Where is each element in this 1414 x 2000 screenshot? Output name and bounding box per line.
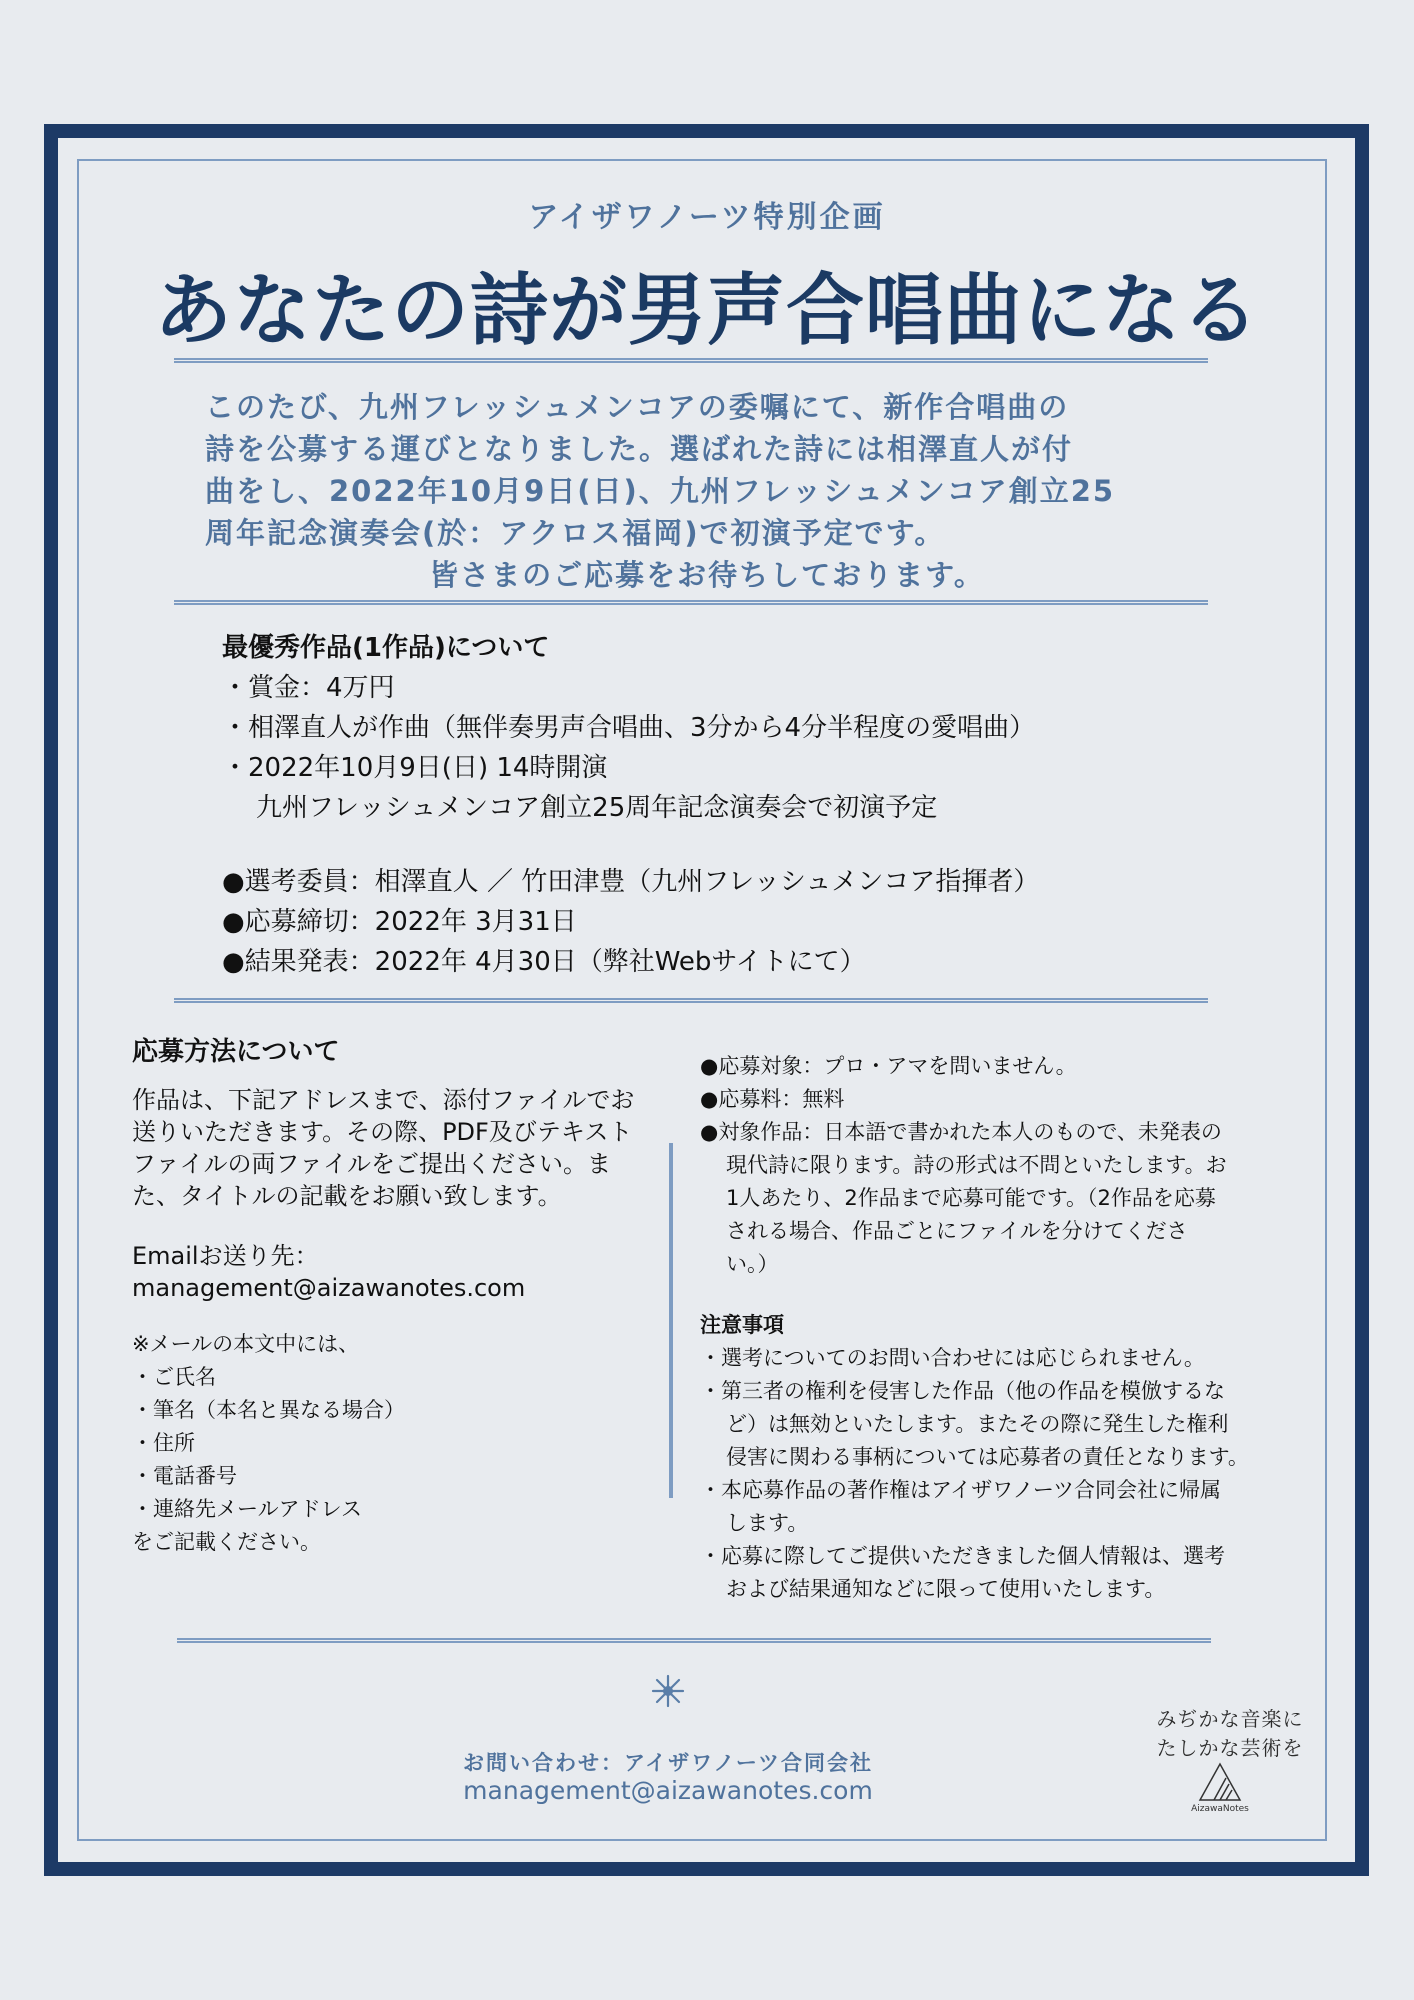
aizawanotes-logo-icon: [1190, 1760, 1250, 1828]
prize-heading: 最優秀作品(1作品)について: [222, 633, 550, 663]
note-line: ・第三者の権利を侵害した作品（他の作品を模倣するな: [700, 1379, 1225, 1403]
condition-target: ●応募対象：プロ・アマを問いません。: [700, 1054, 1077, 1078]
prize-detail: ●結果発表：2022年 4月30日（弊社Webサイトにて）: [222, 947, 866, 977]
condition-works-line: い。）: [726, 1252, 779, 1276]
email-label: Emailお送り先：: [132, 1242, 319, 1270]
prize-item: ・相澤直人が作曲（無伴奏男声合唱曲、3分から4分半程度の愛唱曲）: [222, 713, 1036, 743]
note-line: ・選考についてのお問い合わせには応じられません。: [700, 1346, 1205, 1370]
tagline-line: みぢかな音楽に: [1156, 1707, 1304, 1731]
note-item: ・電話番号: [132, 1464, 237, 1488]
intro-line: 曲をし、2022年10月9日(日)、九州フレッシュメンコア創立25: [205, 474, 1116, 508]
divider-bottom: [177, 1638, 1211, 1643]
divider-top: [174, 358, 1208, 363]
note-item: ・ご氏名: [132, 1365, 216, 1389]
tagline: [1130, 1705, 1330, 1763]
note-line: ・応募に際してご提供いただきました個人情報は、選考: [700, 1544, 1225, 1568]
intro-text: [205, 386, 1209, 596]
intro-line: 皆さまのご応募をお待ちしております。: [429, 558, 985, 592]
note-line: および結果通知などに限って使用いたします。: [726, 1577, 1166, 1601]
prize-detail: ●選考委員：相澤直人 ／ 竹田津豊（九州フレッシュメンコア指揮者）: [222, 867, 1040, 897]
note-intro: ※メールの本文中には、: [132, 1332, 360, 1356]
tagline-line: たしかな芸術を: [1156, 1736, 1304, 1760]
prize-item: ・2022年10月9日(日) 14時開演: [222, 753, 608, 783]
note-item: ・住所: [132, 1431, 195, 1455]
contact-email: management@aizawanotes.com: [463, 1776, 873, 1805]
divider-intro: [174, 600, 1208, 605]
conditions-section: [700, 1050, 1300, 1606]
star-icon: [651, 1674, 685, 1708]
flyer-subtitle: アイザワノーツ特別企画: [528, 200, 886, 235]
prize-item: ・賞金：4万円: [222, 673, 395, 703]
application-email: management@aizawanotes.com: [132, 1274, 526, 1302]
condition-works-line: 現代詩に限ります。詩の形式は不問といたします。お: [726, 1153, 1227, 1177]
prize-detail: ●応募締切：2022年 3月31日: [222, 907, 577, 937]
application-section: [132, 1036, 642, 1559]
intro-line: このたび、九州フレッシュメンコアの委嘱にて、新作合唱曲の: [205, 390, 1070, 424]
note-item: ・筆名（本名と異なる場合）: [132, 1398, 405, 1422]
intro-line: 周年記念演奏会(於：アクロス福岡)で初演予定です。: [205, 516, 946, 550]
logo-name: AizawaNotes: [1191, 1804, 1249, 1814]
note-line: 侵害に関わる事柄については応募者の責任となります。: [726, 1445, 1249, 1469]
note-line: ・本応募作品の著作権はアイザワノーツ合同会社に帰属: [700, 1478, 1222, 1502]
condition-works-line: される場合、作品ごとにファイルを分けてくださ: [726, 1219, 1188, 1243]
notes-heading: 注意事項: [700, 1313, 784, 1337]
note-line: します。: [726, 1511, 809, 1535]
application-body: 作品は、下記アドレスまで、添付ファイルでお送りいただきます。その際、PDF及びテキストファイルの両ファイルをご提出ください。また、タイトルの記載をお願い致します。: [132, 1086, 635, 1210]
condition-fee: ●応募料：無料: [700, 1087, 845, 1111]
flyer-title: あなたの詩が男声合唱曲になる: [153, 266, 1260, 356]
application-heading: 応募方法について: [132, 1037, 340, 1067]
note-item: ・連絡先メールアドレス: [132, 1497, 362, 1521]
column-divider: [669, 1143, 673, 1498]
prize-item: 九州フレッシュメンコア創立25周年記念演奏会で初演予定: [256, 793, 938, 823]
spacer: [222, 828, 1039, 862]
prize-section: [222, 628, 1039, 982]
contact-label: お問い合わせ：アイザワノーツ合同会社: [462, 1751, 873, 1775]
note-end: をご記載ください。: [132, 1530, 321, 1554]
divider-middle: [174, 998, 1208, 1003]
note-line: ど）は無効といたします。またその際に発生した権利: [726, 1412, 1229, 1436]
condition-works-line: 1人あたり、2作品まで応募可能です。（2作品を応募: [726, 1186, 1216, 1210]
intro-line: 詩を公募する運びとなりました。選ばれた詩には相澤直人が付: [205, 432, 1074, 466]
condition-works: ●対象作品：日本語で書かれた本人のもので、未発表の: [700, 1120, 1222, 1144]
